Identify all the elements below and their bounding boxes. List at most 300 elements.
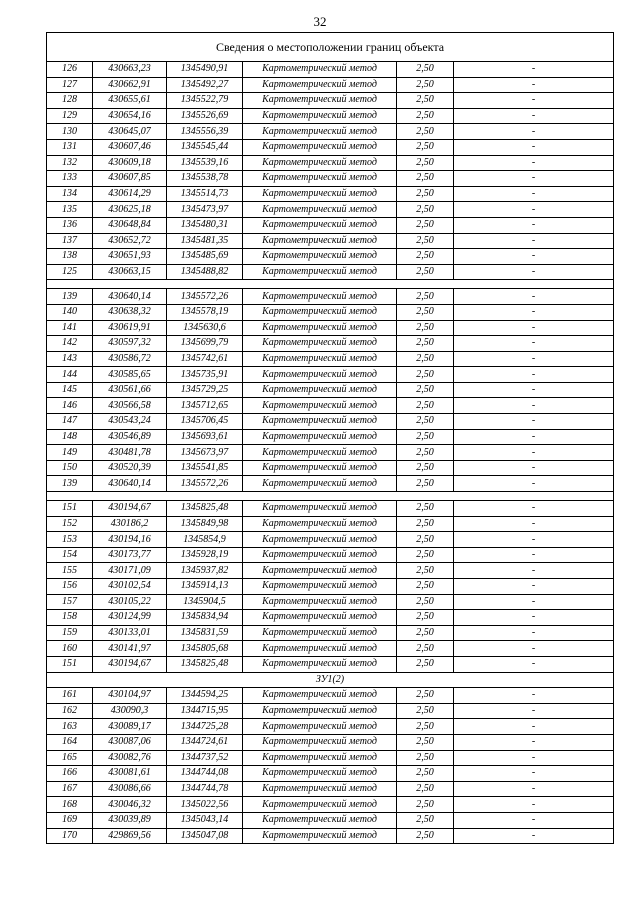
x-coordinate-cell: 430619,91 (93, 320, 167, 336)
x-coordinate-cell: 430087,06 (93, 734, 167, 750)
contour-separator-row (47, 492, 614, 501)
y-coordinate-cell: 1345473,97 (167, 202, 243, 218)
table-row (47, 445, 614, 461)
x-coordinate-cell: 430081,61 (93, 766, 167, 782)
table-row (47, 501, 614, 517)
description-cell: - (454, 501, 614, 517)
x-coordinate-cell: 430105,22 (93, 594, 167, 610)
table-row (47, 812, 614, 828)
accuracy-cell: 2,50 (397, 532, 454, 548)
method-cell: Картометрический метод (243, 734, 397, 750)
accuracy-cell: 2,50 (397, 351, 454, 367)
table-row (47, 594, 614, 610)
table-row (47, 139, 614, 155)
y-coordinate-cell: 1344724,61 (167, 734, 243, 750)
description-cell: - (454, 734, 614, 750)
y-coordinate-cell: 1345825,48 (167, 656, 243, 672)
y-coordinate-cell: 1345522,79 (167, 93, 243, 109)
accuracy-cell: 2,50 (397, 812, 454, 828)
point-number-cell: 141 (47, 320, 93, 336)
method-cell: Картометрический метод (243, 171, 397, 187)
method-cell: Картометрический метод (243, 719, 397, 735)
y-coordinate-cell: 1345022,56 (167, 797, 243, 813)
table-row (47, 351, 614, 367)
accuracy-cell: 2,50 (397, 594, 454, 610)
y-coordinate-cell: 1345480,31 (167, 217, 243, 233)
x-coordinate-cell: 430585,65 (93, 367, 167, 383)
point-number-cell: 168 (47, 797, 93, 813)
table-row (47, 77, 614, 93)
x-coordinate-cell: 430194,16 (93, 532, 167, 548)
y-coordinate-cell: 1345572,26 (167, 476, 243, 492)
y-coordinate-cell: 1345854,9 (167, 532, 243, 548)
x-coordinate-cell: 430625,18 (93, 202, 167, 218)
x-coordinate-cell: 430648,84 (93, 217, 167, 233)
method-cell: Картометрический метод (243, 656, 397, 672)
point-number-cell: 136 (47, 217, 93, 233)
method-cell: Картометрический метод (243, 532, 397, 548)
x-coordinate-cell: 430090,3 (93, 703, 167, 719)
table-row (47, 217, 614, 233)
x-coordinate-cell: 430663,15 (93, 264, 167, 280)
point-number-cell: 170 (47, 828, 93, 844)
x-coordinate-cell: 430607,85 (93, 171, 167, 187)
point-number-cell: 140 (47, 304, 93, 320)
method-cell: Картометрический метод (243, 812, 397, 828)
accuracy-cell: 2,50 (397, 703, 454, 719)
accuracy-cell: 2,50 (397, 320, 454, 336)
accuracy-cell: 2,50 (397, 445, 454, 461)
point-number-cell: 133 (47, 171, 93, 187)
x-coordinate-cell: 430609,18 (93, 155, 167, 171)
method-cell: Картометрический метод (243, 93, 397, 109)
description-cell: - (454, 563, 614, 579)
method-cell: Картометрический метод (243, 460, 397, 476)
table-row (47, 625, 614, 641)
description-cell: - (454, 414, 614, 430)
method-cell: Картометрический метод (243, 429, 397, 445)
description-cell: - (454, 124, 614, 140)
y-coordinate-cell: 1345849,98 (167, 516, 243, 532)
method-cell: Картометрический метод (243, 264, 397, 280)
table-row (47, 382, 614, 398)
accuracy-cell: 2,50 (397, 217, 454, 233)
x-coordinate-cell: 430194,67 (93, 501, 167, 517)
x-coordinate-cell: 430082,76 (93, 750, 167, 766)
method-cell: Картометрический метод (243, 781, 397, 797)
table-row (47, 828, 614, 844)
point-number-cell: 137 (47, 233, 93, 249)
y-coordinate-cell: 1345630,6 (167, 320, 243, 336)
description-cell: - (454, 77, 614, 93)
description-cell: - (454, 445, 614, 461)
point-number-cell: 125 (47, 264, 93, 280)
table-row (47, 532, 614, 548)
point-number-cell: 147 (47, 414, 93, 430)
table-row (47, 304, 614, 320)
accuracy-cell: 2,50 (397, 610, 454, 626)
table-title: Сведения о местоположении границ объекта (47, 33, 614, 62)
accuracy-cell: 2,50 (397, 62, 454, 78)
accuracy-cell: 2,50 (397, 656, 454, 672)
y-coordinate-cell: 1345914,13 (167, 579, 243, 595)
table-row (47, 202, 614, 218)
y-coordinate-cell: 1345556,39 (167, 124, 243, 140)
accuracy-cell: 2,50 (397, 233, 454, 249)
y-coordinate-cell: 1345712,65 (167, 398, 243, 414)
method-cell: Картометрический метод (243, 336, 397, 352)
x-coordinate-cell: 430520,39 (93, 460, 167, 476)
table-row (47, 750, 614, 766)
accuracy-cell: 2,50 (397, 336, 454, 352)
table-row (47, 688, 614, 704)
method-cell: Картометрический метод (243, 501, 397, 517)
method-cell: Картометрический метод (243, 304, 397, 320)
table-row (47, 781, 614, 797)
description-cell: - (454, 289, 614, 305)
description-cell: - (454, 108, 614, 124)
description-cell: - (454, 217, 614, 233)
method-cell: Картометрический метод (243, 217, 397, 233)
page-number: 32 (313, 14, 327, 29)
description-cell: - (454, 139, 614, 155)
method-cell: Картометрический метод (243, 186, 397, 202)
accuracy-cell: 2,50 (397, 719, 454, 735)
y-coordinate-cell: 1345488,82 (167, 264, 243, 280)
description-cell: - (454, 781, 614, 797)
y-coordinate-cell: 1345742,61 (167, 351, 243, 367)
table-row (47, 734, 614, 750)
description-cell: - (454, 766, 614, 782)
point-number-cell: 139 (47, 289, 93, 305)
y-coordinate-cell: 1345699,79 (167, 336, 243, 352)
description-cell: - (454, 703, 614, 719)
point-number-cell: 134 (47, 186, 93, 202)
x-coordinate-cell: 430089,17 (93, 719, 167, 735)
description-cell: - (454, 249, 614, 265)
accuracy-cell: 2,50 (397, 304, 454, 320)
point-number-cell: 153 (47, 532, 93, 548)
table-row (47, 62, 614, 78)
accuracy-cell: 2,50 (397, 579, 454, 595)
accuracy-cell: 2,50 (397, 108, 454, 124)
method-cell: Картометрический метод (243, 62, 397, 78)
accuracy-cell: 2,50 (397, 289, 454, 305)
y-coordinate-cell: 1345673,97 (167, 445, 243, 461)
accuracy-cell: 2,50 (397, 547, 454, 563)
table-row (47, 320, 614, 336)
method-cell: Картометрический метод (243, 77, 397, 93)
table-row (47, 264, 614, 280)
description-cell: - (454, 398, 614, 414)
table-row (47, 460, 614, 476)
x-coordinate-cell: 430124,99 (93, 610, 167, 626)
description-cell: - (454, 304, 614, 320)
point-number-cell: 138 (47, 249, 93, 265)
method-cell: Картометрический метод (243, 766, 397, 782)
table-row (47, 367, 614, 383)
y-coordinate-cell: 1345492,27 (167, 77, 243, 93)
method-cell: Картометрический метод (243, 320, 397, 336)
table-row (47, 186, 614, 202)
method-cell: Картометрический метод (243, 398, 397, 414)
point-number-cell: 146 (47, 398, 93, 414)
description-cell: - (454, 336, 614, 352)
point-number-cell: 151 (47, 656, 93, 672)
table-row (47, 563, 614, 579)
contour-separator-row (47, 280, 614, 289)
x-coordinate-cell: 430597,32 (93, 336, 167, 352)
description-cell: - (454, 797, 614, 813)
description-cell: - (454, 476, 614, 492)
table-row (47, 398, 614, 414)
y-coordinate-cell: 1345825,48 (167, 501, 243, 517)
y-coordinate-cell: 1344744,78 (167, 781, 243, 797)
table-row (47, 516, 614, 532)
accuracy-cell: 2,50 (397, 563, 454, 579)
point-number-cell: 155 (47, 563, 93, 579)
point-number-cell: 142 (47, 336, 93, 352)
description-cell: - (454, 656, 614, 672)
x-coordinate-cell: 430640,14 (93, 476, 167, 492)
description-cell: - (454, 828, 614, 844)
y-coordinate-cell: 1345693,61 (167, 429, 243, 445)
x-coordinate-cell: 430652,72 (93, 233, 167, 249)
y-coordinate-cell: 1345541,85 (167, 460, 243, 476)
y-coordinate-cell: 1345485,69 (167, 249, 243, 265)
method-cell: Картометрический метод (243, 750, 397, 766)
y-coordinate-cell: 1345526,69 (167, 108, 243, 124)
description-cell: - (454, 625, 614, 641)
point-number-cell: 152 (47, 516, 93, 532)
description-cell: - (454, 155, 614, 171)
accuracy-cell: 2,50 (397, 249, 454, 265)
method-cell: Картометрический метод (243, 610, 397, 626)
method-cell: Картометрический метод (243, 445, 397, 461)
x-coordinate-cell: 430645,07 (93, 124, 167, 140)
accuracy-cell: 2,50 (397, 516, 454, 532)
point-number-cell: 127 (47, 77, 93, 93)
accuracy-cell: 2,50 (397, 367, 454, 383)
x-coordinate-cell: 430607,46 (93, 139, 167, 155)
table-row (47, 336, 614, 352)
y-coordinate-cell: 1344715,95 (167, 703, 243, 719)
y-coordinate-cell: 1345805,68 (167, 641, 243, 657)
point-number-cell: 157 (47, 594, 93, 610)
description-cell: - (454, 594, 614, 610)
point-number-cell: 129 (47, 108, 93, 124)
accuracy-cell: 2,50 (397, 641, 454, 657)
point-number-cell: 166 (47, 766, 93, 782)
description-cell: - (454, 171, 614, 187)
method-cell: Картометрический метод (243, 828, 397, 844)
description-cell: - (454, 186, 614, 202)
method-cell: Картометрический метод (243, 108, 397, 124)
description-cell: - (454, 233, 614, 249)
description-cell: - (454, 516, 614, 532)
point-number-cell: 161 (47, 688, 93, 704)
point-number-cell: 145 (47, 382, 93, 398)
point-number-cell: 160 (47, 641, 93, 657)
table-row (47, 249, 614, 265)
table-row (47, 766, 614, 782)
accuracy-cell: 2,50 (397, 414, 454, 430)
y-coordinate-cell: 1345831,59 (167, 625, 243, 641)
point-number-cell: 149 (47, 445, 93, 461)
x-coordinate-cell: 430663,23 (93, 62, 167, 78)
accuracy-cell: 2,50 (397, 139, 454, 155)
point-number-cell: 143 (47, 351, 93, 367)
accuracy-cell: 2,50 (397, 124, 454, 140)
accuracy-cell: 2,50 (397, 186, 454, 202)
x-coordinate-cell: 430039,89 (93, 812, 167, 828)
x-coordinate-cell: 430104,97 (93, 688, 167, 704)
accuracy-cell: 2,50 (397, 93, 454, 109)
x-coordinate-cell: 430102,54 (93, 579, 167, 595)
method-cell: Картометрический метод (243, 625, 397, 641)
point-number-cell: 128 (47, 93, 93, 109)
method-cell: Картометрический метод (243, 249, 397, 265)
method-cell: Картометрический метод (243, 124, 397, 140)
description-cell: - (454, 202, 614, 218)
method-cell: Картометрический метод (243, 594, 397, 610)
x-coordinate-cell: 430543,24 (93, 414, 167, 430)
accuracy-cell: 2,50 (397, 460, 454, 476)
description-cell: - (454, 719, 614, 735)
x-coordinate-cell: 430561,66 (93, 382, 167, 398)
description-cell: - (454, 688, 614, 704)
point-number-cell: 131 (47, 139, 93, 155)
table-row (47, 476, 614, 492)
table-row (47, 579, 614, 595)
y-coordinate-cell: 1345539,16 (167, 155, 243, 171)
y-coordinate-cell: 1345904,5 (167, 594, 243, 610)
method-cell: Картометрический метод (243, 688, 397, 704)
x-coordinate-cell: 430638,32 (93, 304, 167, 320)
x-coordinate-cell: 430171,09 (93, 563, 167, 579)
x-coordinate-cell: 430662,91 (93, 77, 167, 93)
y-coordinate-cell: 1345729,25 (167, 382, 243, 398)
point-number-cell: 169 (47, 812, 93, 828)
table-row (47, 797, 614, 813)
point-number-cell: 148 (47, 429, 93, 445)
description-cell: - (454, 367, 614, 383)
accuracy-cell: 2,50 (397, 781, 454, 797)
method-cell: Картометрический метод (243, 641, 397, 657)
y-coordinate-cell: 1345578,19 (167, 304, 243, 320)
table-row (47, 703, 614, 719)
description-cell: - (454, 320, 614, 336)
description-cell: - (454, 62, 614, 78)
description-cell: - (454, 93, 614, 109)
description-cell: - (454, 351, 614, 367)
description-cell: - (454, 547, 614, 563)
description-cell: - (454, 382, 614, 398)
description-cell: - (454, 429, 614, 445)
y-coordinate-cell: 1345572,26 (167, 289, 243, 305)
accuracy-cell: 2,50 (397, 264, 454, 280)
accuracy-cell: 2,50 (397, 734, 454, 750)
method-cell: Картометрический метод (243, 139, 397, 155)
contour-separator (47, 492, 614, 501)
method-cell: Картометрический метод (243, 351, 397, 367)
method-cell: Картометрический метод (243, 516, 397, 532)
point-number-cell: 164 (47, 734, 93, 750)
x-coordinate-cell: 429869,56 (93, 828, 167, 844)
table-row (47, 641, 614, 657)
contour-separator (47, 280, 614, 289)
method-cell: Картометрический метод (243, 579, 397, 595)
method-cell: Картометрический метод (243, 382, 397, 398)
accuracy-cell: 2,50 (397, 429, 454, 445)
accuracy-cell: 2,50 (397, 766, 454, 782)
point-number-cell: 154 (47, 547, 93, 563)
description-cell: - (454, 460, 614, 476)
x-coordinate-cell: 430133,01 (93, 625, 167, 641)
table-row (47, 429, 614, 445)
table-row (47, 108, 614, 124)
table-row (47, 289, 614, 305)
x-coordinate-cell: 430186,2 (93, 516, 167, 532)
point-number-cell: 165 (47, 750, 93, 766)
y-coordinate-cell: 1344594,25 (167, 688, 243, 704)
method-cell: Картометрический метод (243, 414, 397, 430)
method-cell: Картометрический метод (243, 563, 397, 579)
point-number-cell: 132 (47, 155, 93, 171)
description-cell: - (454, 610, 614, 626)
y-coordinate-cell: 1345047,08 (167, 828, 243, 844)
point-number-cell: 167 (47, 781, 93, 797)
point-number-cell: 139 (47, 476, 93, 492)
x-coordinate-cell: 430566,58 (93, 398, 167, 414)
method-cell: Картометрический метод (243, 476, 397, 492)
point-number-cell: 130 (47, 124, 93, 140)
description-cell: - (454, 812, 614, 828)
method-cell: Картометрический метод (243, 703, 397, 719)
x-coordinate-cell: 430173,77 (93, 547, 167, 563)
method-cell: Картометрический метод (243, 367, 397, 383)
accuracy-cell: 2,50 (397, 77, 454, 93)
accuracy-cell: 2,50 (397, 155, 454, 171)
point-number-cell: 126 (47, 62, 93, 78)
y-coordinate-cell: 1344737,52 (167, 750, 243, 766)
table-row (47, 93, 614, 109)
y-coordinate-cell: 1345706,45 (167, 414, 243, 430)
y-coordinate-cell: 1345481,35 (167, 233, 243, 249)
accuracy-cell: 2,50 (397, 828, 454, 844)
y-coordinate-cell: 1345490,91 (167, 62, 243, 78)
method-cell: Картометрический метод (243, 202, 397, 218)
description-cell: - (454, 264, 614, 280)
description-cell: - (454, 532, 614, 548)
accuracy-cell: 2,50 (397, 797, 454, 813)
y-coordinate-cell: 1345928,19 (167, 547, 243, 563)
y-coordinate-cell: 1345538,78 (167, 171, 243, 187)
x-coordinate-cell: 430194,67 (93, 656, 167, 672)
accuracy-cell: 2,50 (397, 382, 454, 398)
x-coordinate-cell: 430654,16 (93, 108, 167, 124)
y-coordinate-cell: 1345545,44 (167, 139, 243, 155)
y-coordinate-cell: 1345937,82 (167, 563, 243, 579)
accuracy-cell: 2,50 (397, 750, 454, 766)
x-coordinate-cell: 430086,66 (93, 781, 167, 797)
accuracy-cell: 2,50 (397, 476, 454, 492)
x-coordinate-cell: 430651,93 (93, 249, 167, 265)
point-number-cell: 151 (47, 501, 93, 517)
y-coordinate-cell: 1344744,08 (167, 766, 243, 782)
accuracy-cell: 2,50 (397, 398, 454, 414)
description-cell: - (454, 750, 614, 766)
